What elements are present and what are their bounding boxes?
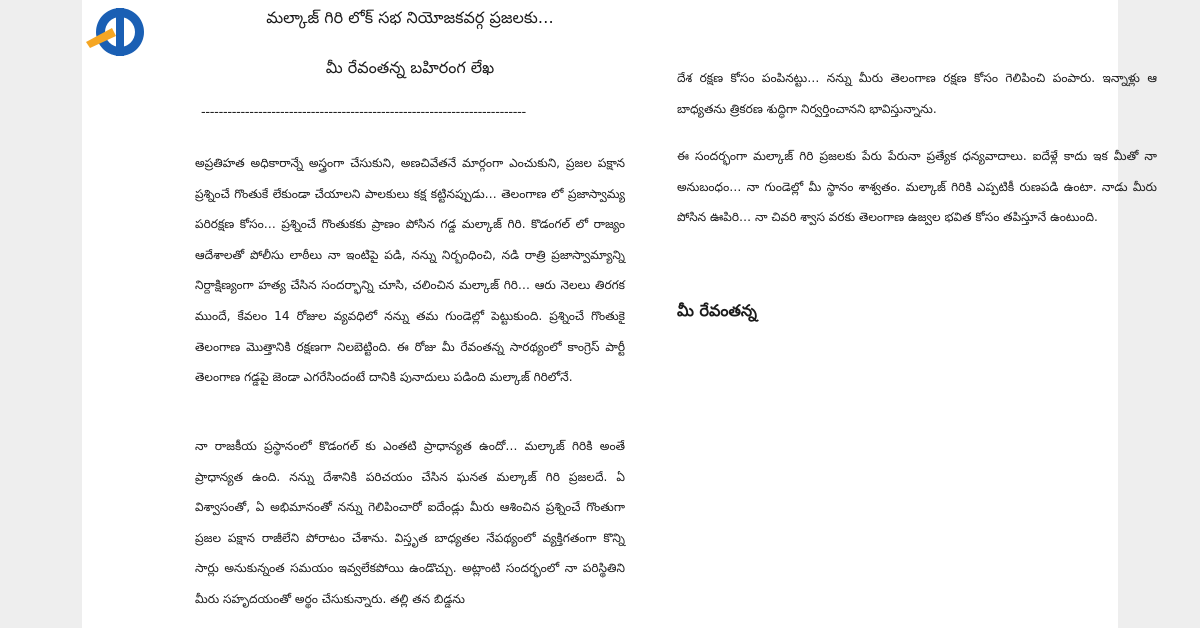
letter-signature: మీ రేవంతన్న	[677, 301, 757, 320]
letter-paragraph-1: అప్రతిహత అధికారాన్నే అస్త్రంగా చేసుకుని, అణచివేతనే మార్గంగా ఎంచుకుని, ప్రజల పక్షాన ప్రశ్నించే గొంతుకే లేకుండా చేయాలని పాలకులు కక్ష కట్టినప్పుడు… తెలంగాణ లో ప్రజాస్వామ్య పరిరక్షణ కోసం… ప్రశ్నించే గొంతుకకు ప్రాణం పోసిన గడ్డ మల్కాజ్ గిరి. కొడంగల్ లో రాజ్యం ఆదేశాలతో పోలీసు లాఠీలు నా ఇంటిపై పడి, నన్ను నిర్బంధించి, నడి రాత్రి ప్రజాస్వామ్యాన్ని నిర్దాక్షిణ్యంగా హత్య చేసిన సందర్భాన్ని చూసి, చలించిన మల్కాజ్ గిరి… ఆరు నెలలు తిరగక ముందే, కేవలం 14 రోజుల వ్యవధిలో నన్ను తమ గుండెల్లో పెట్టుకుంది. ప్రశ్నించే గొంతుకై తెలంగాణ మొత్తానికి రక్షణగా నిలబెట్టింది. ఈ రోజు మీ రేవంతన్న సారథ్యంలో కాంగ్రెస్ పార్టీ తెలంగాణ గడ్డపై జెండా ఎగరేసిందంటే దానికి పునాదులు పడింది మల్కాజ్ గిరిలోనే.	[195, 156, 625, 385]
letter-paragraph-2: నా రాజకీయ ప్రస్థానంలో కొడంగల్ కు ఎంతటి ప్రాధాన్యత ఉందో… మల్కాజ్ గిరికి అంతే ప్రాధాన్యత ఉంది. నన్ను దేశానికి పరిచయం చేసిన ఘనత మల్కాజ్ గిరి ప్రజలదే. ఏ విశ్వాసంతో, ఏ అభిమానంతో నన్ను గెలిపించారో ఐదేండ్లు మీరు ఆశించిన ప్రశ్నించే గొంతుగా ప్రజల పక్షాన రాజీలేని పోరాటం చేశాను. విస్తృత బాధ్యతల నేపథ్యంలో వ్యక్తిగతంగా కొన్ని సార్లు అనుకున్నంత సమయం ఇవ్వలేకపోయి ఉండొచ్చు. అట్లాంటి సందర్భంలో నా పరిస్థితిని మీరు సహృదయంతో అర్థం చేసుకున్నారు. తల్లి తన బిడ్డను	[195, 439, 625, 606]
publication-logo-icon	[86, 2, 148, 60]
title-separator: --------------------------------------------------------------------------	[201, 105, 526, 120]
letter-title-line2: మీ రేవంతన్న బహిరంగ లేఖ	[325, 58, 495, 77]
letter-title-line1: మల్కాజ్ గిరి లోక్ సభ నియోజకవర్గ ప్రజలకు…	[266, 8, 554, 27]
letter-page	[82, 0, 1157, 628]
letter-paragraph-4: ఈ సందర్భంగా మల్కాజ్ గిరి ప్రజలకు పేరు పేరునా ప్రత్యేక ధన్యవాదాలు. ఐదేళ్లే కాదు ఇక మీతో నా అనుబంధం… నా గుండెల్లో మీ స్థానం శాశ్వతం. మల్కాజ్ గిరికి ఎప్పటికీ రుణపడి ఉంటా. నాడు మీరు పోసిన ఊపిరి… నా చివరి శ్వాస వరకు తెలంగాణ ఉజ్వల భవిత కోసం తపిస్తూనే ఉంటుంది.	[677, 149, 1157, 225]
letter-paragraph-3: దేశ రక్షణ కోసం పంపినట్టు… నన్ను మీరు తెలంగాణ రక్షణ కోసం గెలిపించి పంపారు. ఇన్నాళ్లు ఆ బాధ్యతను త్రికరణ శుద్ధిగా నిర్వర్తించానని భావిస్తున్నాను.	[677, 71, 1157, 116]
